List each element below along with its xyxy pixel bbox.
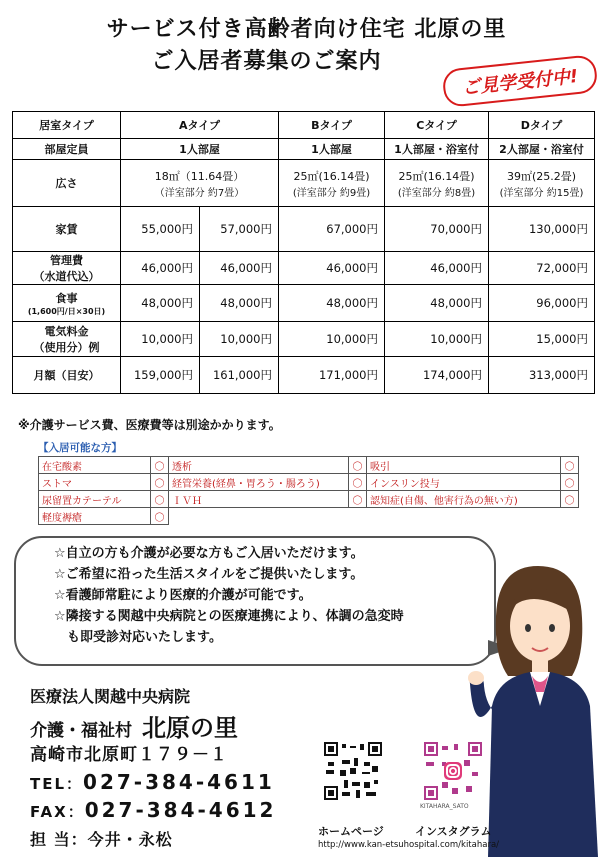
row-label-type: 居室タイプ bbox=[13, 112, 121, 139]
food-cell: 48,000円 bbox=[121, 285, 200, 322]
capacity-c: 1人部屋・浴室付 bbox=[385, 139, 489, 160]
label-line: 食事 bbox=[55, 291, 78, 305]
table-row bbox=[39, 457, 579, 474]
area-sub: （洋室部分 約7畳） bbox=[154, 187, 245, 199]
type-d: Dタイプ bbox=[489, 112, 595, 139]
instagram-qr-code[interactable] bbox=[424, 742, 482, 800]
type-b: Bタイプ bbox=[279, 112, 385, 139]
condition-label: 尿留置カテーテル bbox=[39, 491, 151, 508]
feature-item: ☆ご希望に沿った生活スタイルをご提供いたします。 bbox=[54, 567, 364, 582]
fax-label: FAX： bbox=[30, 803, 85, 821]
row-label-food bbox=[13, 285, 121, 322]
table-row bbox=[13, 207, 595, 252]
food-cell: 48,000円 bbox=[200, 285, 279, 322]
instagram-id: KITAHARA_SATO bbox=[420, 803, 469, 810]
row-label-area: 広さ bbox=[13, 160, 121, 207]
elec-cell: 10,000円 bbox=[279, 322, 385, 357]
condition-label: 経管栄養(経鼻・胃ろう・腸ろう) bbox=[169, 474, 349, 491]
staff-contact: 担 当：今井・永松 bbox=[30, 830, 173, 849]
title-line-2: ご入居者募集のご案内 bbox=[151, 49, 382, 74]
table-row bbox=[13, 139, 595, 160]
extra-cost-note: ※介護サービス費、医療費等は別途かかります。 bbox=[18, 418, 281, 432]
condition-label: ストマ bbox=[39, 474, 151, 491]
homepage-label: ホームページ bbox=[318, 825, 384, 838]
feature-list bbox=[54, 543, 404, 648]
homepage-url[interactable]: http://www.kan-etsuhospital.com/kitahara/ bbox=[318, 840, 500, 850]
capacity-b: 1人部屋 bbox=[279, 139, 385, 160]
condition-label: インスリン投与 bbox=[367, 474, 561, 491]
elec-cell: 10,000円 bbox=[385, 322, 489, 357]
row-label-elec bbox=[13, 322, 121, 357]
type-c: Cタイプ bbox=[385, 112, 489, 139]
area-d bbox=[489, 160, 595, 207]
condition-label: 吸引 bbox=[367, 457, 561, 474]
condition-label: 在宅酸素 bbox=[39, 457, 151, 474]
phone bbox=[30, 770, 275, 794]
check-mark: 〇 bbox=[561, 474, 579, 491]
check-mark: 〇 bbox=[561, 491, 579, 508]
area-a bbox=[121, 160, 279, 207]
rent-cell: 70,000円 bbox=[385, 207, 489, 252]
condition-label: ＩＶＨ bbox=[169, 491, 349, 508]
area-sub: (洋室部分 約15畳) bbox=[499, 187, 584, 199]
area-b bbox=[279, 160, 385, 207]
label-line: 管理費 bbox=[50, 254, 83, 267]
row-label-month: 月額（目安） bbox=[13, 357, 121, 394]
eligible-title: 【入居可能な方】 bbox=[38, 442, 122, 454]
feature-item: ☆隣接する関越中央病院との医療連携により、体調の急変時 bbox=[54, 609, 404, 624]
area-main: 39㎡(25.2畳) bbox=[506, 169, 577, 183]
label-line: （使用分）例 bbox=[33, 341, 100, 354]
instagram-label: インスタグラム bbox=[415, 825, 492, 838]
check-mark: 〇 bbox=[349, 474, 367, 491]
area-main: 18㎡（11.64畳） bbox=[154, 169, 245, 183]
row-label-mgmt bbox=[13, 252, 121, 285]
month-cell: 174,000円 bbox=[385, 357, 489, 394]
elec-cell: 15,000円 bbox=[489, 322, 595, 357]
table-row bbox=[39, 491, 579, 508]
area-c bbox=[385, 160, 489, 207]
condition-label: 透析 bbox=[169, 457, 349, 474]
fax bbox=[30, 798, 276, 822]
empty-cell bbox=[169, 508, 579, 525]
facility-main-name: 北原の里 bbox=[142, 714, 238, 742]
table-row bbox=[13, 160, 595, 207]
label-line: 電気料金 bbox=[44, 325, 89, 338]
month-cell: 313,000円 bbox=[489, 357, 595, 394]
table-row bbox=[13, 112, 595, 139]
food-cell: 48,000円 bbox=[385, 285, 489, 322]
food-cell: 48,000円 bbox=[279, 285, 385, 322]
feature-item: ☆自立の方も介護が必要な方もご入居いただけます。 bbox=[54, 546, 364, 561]
table-row bbox=[13, 322, 595, 357]
condition-label: 認知症(自傷、他害行為の無い方) bbox=[367, 491, 561, 508]
row-label-capacity: 部屋定員 bbox=[13, 139, 121, 160]
month-cell: 171,000円 bbox=[279, 357, 385, 394]
type-a: Aタイプ bbox=[121, 112, 279, 139]
check-mark: 〇 bbox=[151, 457, 169, 474]
conditions-table bbox=[38, 456, 579, 525]
month-cell: 159,000円 bbox=[121, 357, 200, 394]
capacity-d: 2人部屋・浴室付 bbox=[489, 139, 595, 160]
table-row bbox=[39, 474, 579, 491]
homepage-qr-code[interactable] bbox=[324, 742, 382, 800]
elec-cell: 10,000円 bbox=[121, 322, 200, 357]
fax-number: 027-384-4612 bbox=[84, 798, 277, 822]
area-main: 25㎡(16.14畳) bbox=[398, 169, 475, 183]
eligible-conditions bbox=[38, 440, 578, 525]
mgmt-cell: 46,000円 bbox=[121, 252, 200, 285]
hospital-name: 医療法人関越中央病院 bbox=[30, 687, 191, 706]
area-sub: (洋室部分 約8畳) bbox=[397, 187, 476, 199]
visit-badge: ご見学受付中! bbox=[441, 54, 598, 108]
mgmt-cell: 46,000円 bbox=[279, 252, 385, 285]
check-mark: 〇 bbox=[151, 474, 169, 491]
facility-prefix: 介護・福祉村 bbox=[30, 721, 132, 741]
facility-name bbox=[30, 708, 238, 743]
mgmt-cell: 46,000円 bbox=[385, 252, 489, 285]
feature-item: も即受診対応いたします。 bbox=[54, 630, 222, 645]
capacity-a: 1人部屋 bbox=[121, 139, 279, 160]
month-cell: 161,000円 bbox=[200, 357, 279, 394]
feature-item: ☆看護師常駐により医療的介護が可能です。 bbox=[54, 588, 312, 603]
condition-label: 軽度褥瘡 bbox=[39, 508, 151, 525]
check-mark: 〇 bbox=[151, 491, 169, 508]
check-mark: 〇 bbox=[349, 457, 367, 474]
area-main: 25㎡(16.14畳) bbox=[293, 169, 370, 183]
label-line: （水道代込） bbox=[33, 270, 100, 283]
table-row bbox=[13, 357, 595, 394]
mgmt-cell: 46,000円 bbox=[200, 252, 279, 285]
address: 高崎市北原町１７９－１ bbox=[30, 745, 228, 765]
rent-cell: 130,000円 bbox=[489, 207, 595, 252]
phone-label: TEL： bbox=[30, 775, 84, 793]
title-line-1: サービス付き高齢者向け住宅 北原の里 bbox=[106, 17, 507, 42]
food-cell: 96,000円 bbox=[489, 285, 595, 322]
label-sub: (1,600円/日×30日) bbox=[27, 306, 106, 316]
phone-number[interactable]: 027-384-4611 bbox=[83, 770, 275, 794]
check-mark: 〇 bbox=[561, 457, 579, 474]
check-mark: 〇 bbox=[151, 508, 169, 525]
mgmt-cell: 72,000円 bbox=[489, 252, 595, 285]
table-row bbox=[13, 252, 595, 285]
area-sub: (洋室部分 約9畳) bbox=[292, 187, 371, 199]
table-row bbox=[39, 508, 579, 525]
rent-cell: 57,000円 bbox=[200, 207, 279, 252]
table-row bbox=[13, 285, 595, 322]
check-mark: 〇 bbox=[349, 491, 367, 508]
price-table bbox=[12, 111, 595, 394]
rent-cell: 67,000円 bbox=[279, 207, 385, 252]
rent-cell: 55,000円 bbox=[121, 207, 200, 252]
row-label-rent: 家賃 bbox=[13, 207, 121, 252]
elec-cell: 10,000円 bbox=[200, 322, 279, 357]
staff-illustration bbox=[468, 556, 613, 857]
